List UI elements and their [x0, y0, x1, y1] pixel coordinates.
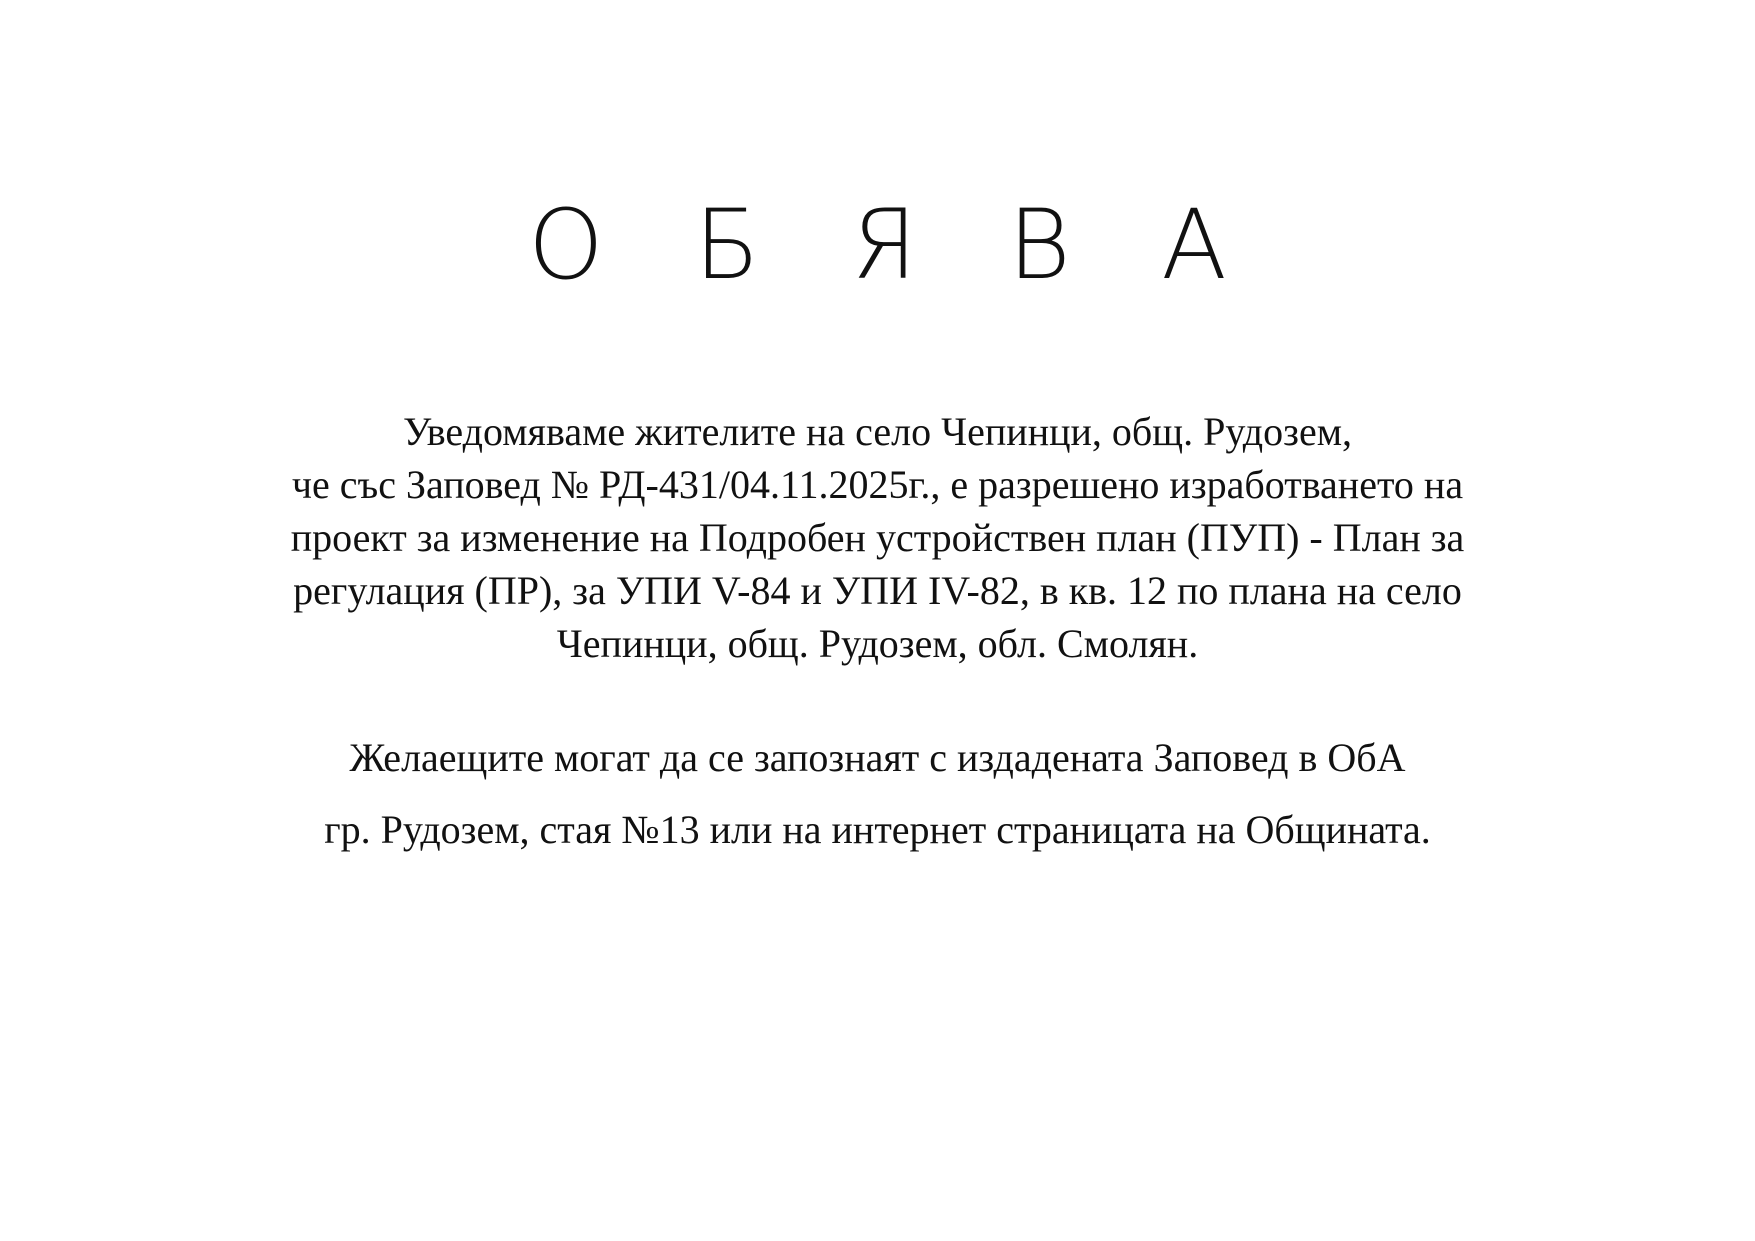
invite-paragraph: [180, 722, 1575, 866]
document-title: О Б Я В А: [528, 189, 1257, 301]
notice-line: Уведомяваме жителите на село Чепинци, общ. Рудозем,: [402, 409, 1353, 454]
notice-line: Чепинци, общ. Рудозем, обл. Смолян.: [556, 621, 1199, 666]
notice-paragraph: [180, 405, 1575, 670]
invite-line: Желаещите могат да се запознаят с издадената Заповед в ОбА: [349, 735, 1406, 780]
notice-line: че със Заповед № РД-431/04.11.2025г., е разрешено изработването на: [291, 462, 1464, 507]
notice-line: проект за изменение на Подробен устройствен план (ПУП) - План за: [290, 515, 1465, 560]
invite-line: гр. Рудозем, стая №13 или на интернет страницата на Общината.: [324, 807, 1431, 852]
notice-line: регулация (ПР), за УПИ V-84 и УПИ IV-82, в кв. 12 по плана на село: [293, 568, 1462, 613]
